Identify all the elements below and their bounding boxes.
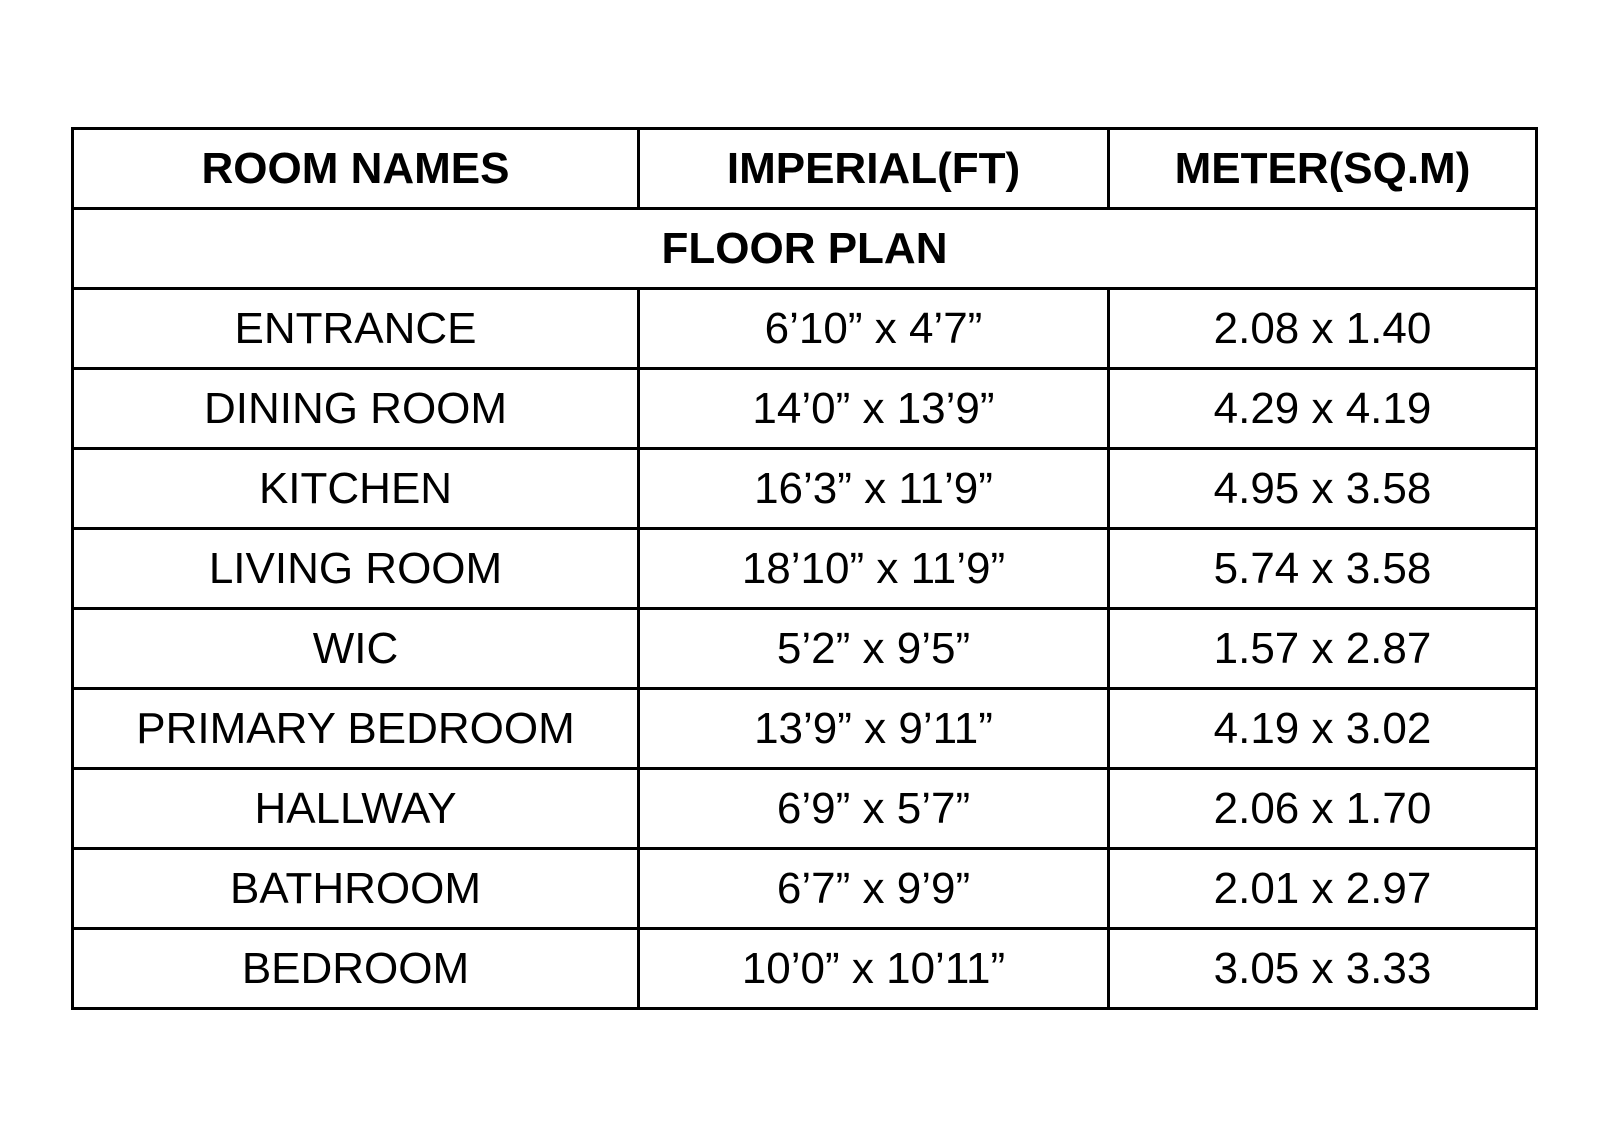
imperial-cell: 18’10” x 11’9” (639, 529, 1109, 609)
imperial-cell: 6’10” x 4’7” (639, 289, 1109, 369)
room-name-cell: PRIMARY BEDROOM (73, 689, 639, 769)
room-name-cell: DINING ROOM (73, 369, 639, 449)
meter-cell: 5.74 x 3.58 (1109, 529, 1537, 609)
table-row (73, 449, 1537, 529)
meter-cell: 2.01 x 2.97 (1109, 849, 1537, 929)
imperial-cell: 10’0” x 10’11” (639, 929, 1109, 1009)
imperial-cell: 13’9” x 9’11” (639, 689, 1109, 769)
meter-cell: 2.08 x 1.40 (1109, 289, 1537, 369)
table-row (73, 529, 1537, 609)
table-row (73, 609, 1537, 689)
table-row (73, 689, 1537, 769)
meter-cell: 4.29 x 4.19 (1109, 369, 1537, 449)
meter-cell: 2.06 x 1.70 (1109, 769, 1537, 849)
room-name-cell: KITCHEN (73, 449, 639, 529)
header-row (73, 129, 1537, 209)
room-name-cell: WIC (73, 609, 639, 689)
meter-cell: 4.19 x 3.02 (1109, 689, 1537, 769)
imperial-cell: 5’2” x 9’5” (639, 609, 1109, 689)
table-row (73, 769, 1537, 849)
room-dimensions-table (71, 127, 1538, 1010)
meter-cell: 4.95 x 3.58 (1109, 449, 1537, 529)
header-imperial: IMPERIAL(FT) (639, 129, 1109, 209)
room-name-cell: BEDROOM (73, 929, 639, 1009)
table-row (73, 849, 1537, 929)
room-name-cell: BATHROOM (73, 849, 639, 929)
section-title: FLOOR PLAN (73, 209, 1537, 289)
imperial-cell: 6’7” x 9’9” (639, 849, 1109, 929)
header-meter: METER(SQ.M) (1109, 129, 1537, 209)
section-row (73, 209, 1537, 289)
room-name-cell: HALLWAY (73, 769, 639, 849)
imperial-cell: 16’3” x 11’9” (639, 449, 1109, 529)
imperial-cell: 6’9” x 5’7” (639, 769, 1109, 849)
room-name-cell: ENTRANCE (73, 289, 639, 369)
imperial-cell: 14’0” x 13’9” (639, 369, 1109, 449)
header-room-names: ROOM NAMES (73, 129, 639, 209)
table-row (73, 289, 1537, 369)
room-dimensions-sheet (71, 127, 1535, 1007)
room-name-cell: LIVING ROOM (73, 529, 639, 609)
table-row (73, 369, 1537, 449)
meter-cell: 3.05 x 3.33 (1109, 929, 1537, 1009)
meter-cell: 1.57 x 2.87 (1109, 609, 1537, 689)
table-row (73, 929, 1537, 1009)
